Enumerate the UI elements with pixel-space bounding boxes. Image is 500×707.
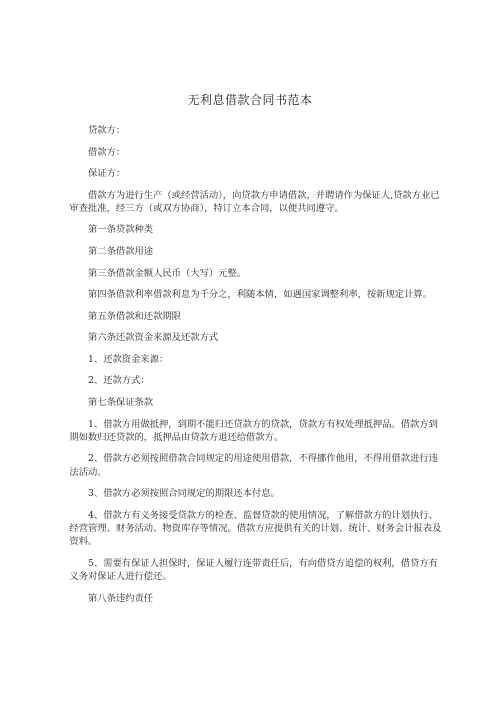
preamble-paragraph: 借款方为进行生产（或经营活动），向贷款方申请借款，并聘请作为保证人,贷款方业已审查批准，经三方（或双方协商），特订立本合同，以便共同遵守。 bbox=[69, 189, 440, 214]
article-5-heading: 第五条借款和还款期限 bbox=[88, 310, 181, 322]
guarantee-clause-2: 2、借款方必须按照借款合同规定的用途使用借款，不得挪作他用，不得用借款进行违法活动。 bbox=[69, 453, 438, 478]
guarantee-clause-5: 5、需要有保证人担保时，保证人履行连带责任后，有向借贷方追偿的权利，借贷方有义务对保证人进行偿还。 bbox=[69, 557, 438, 582]
guarantee-clause-1: 1、借款方用做抵押，到期不能归还贷款方的贷款，贷款方有权处理抵押品。借款方到期如数归还贷款的，抵押品由贷款方退还给借款方。 bbox=[69, 418, 438, 443]
article-3-line: 第三条借款金额人民币（大写）元整。 bbox=[88, 267, 247, 279]
lender-line: 贷款方： bbox=[88, 125, 126, 136]
article-4-line: 第四条借款利率借款利息为千分之，利随本情，如遇国家调整利率，按新规定计算。 bbox=[88, 289, 432, 301]
article-6-heading: 第六条还款资金来源及还款方式 bbox=[88, 332, 219, 344]
guarantor-line: 保证方： bbox=[88, 168, 126, 180]
repayment-method-line: 2、还款方式： bbox=[88, 375, 150, 387]
document-title: 无利息借款合同书范本 bbox=[187, 93, 313, 107]
article-1-heading: 第一条贷款种类 bbox=[88, 224, 154, 236]
article-7-heading: 第七条保证条款 bbox=[88, 396, 154, 408]
document-body bbox=[69, 124, 442, 605]
article-2-heading: 第二条借款用途 bbox=[88, 246, 154, 258]
repayment-source-line: 1、还款资金来源： bbox=[88, 353, 169, 365]
borrower-line: 借款方： bbox=[88, 146, 126, 158]
guarantee-clause-3: 3、借款方必须按照合同规定的期限还本付息。 bbox=[88, 488, 280, 500]
guarantee-clause-4: 4、借款方有义务接受贷款方的检查、监督贷款的使用情况，了解借款方的计划执行、经营管理、财务活动、物资库存等情况。借款方应提供有关的计划、统计、财务会计报表及资料。 bbox=[69, 509, 442, 548]
article-8-heading: 第八条违约责任 bbox=[88, 592, 154, 604]
